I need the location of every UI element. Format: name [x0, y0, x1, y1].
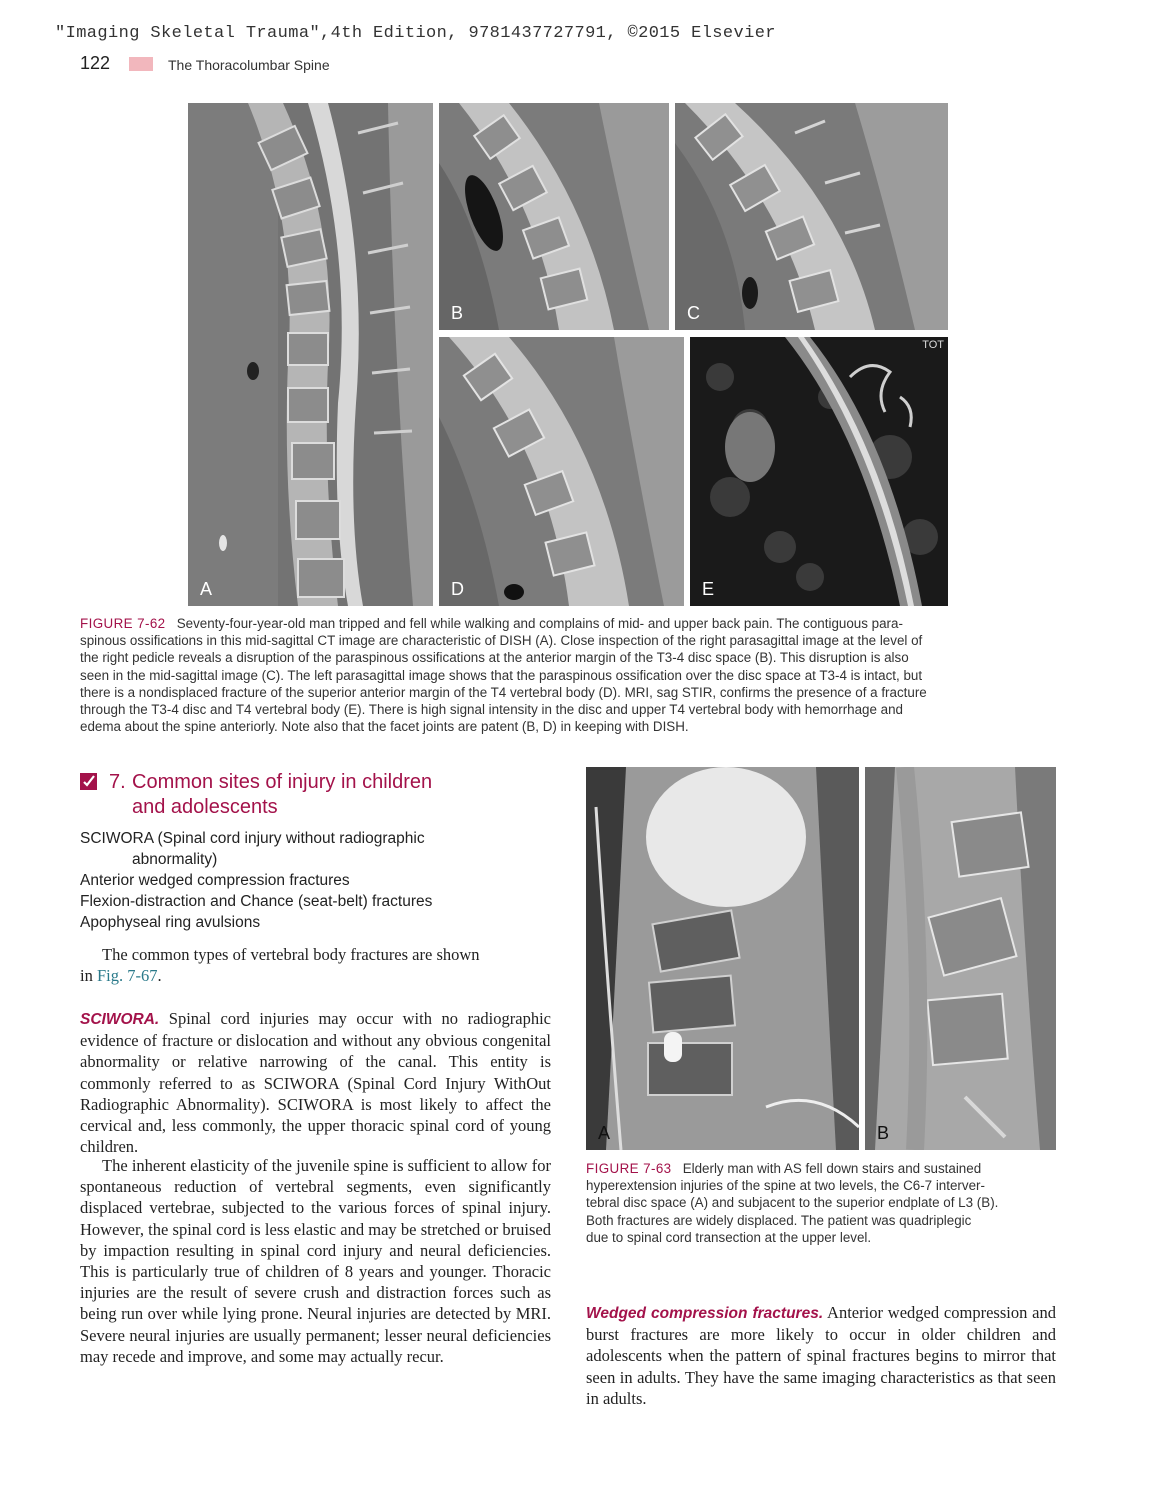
- caption-line: due to spinal cord transection at the upper level.: [586, 1229, 872, 1245]
- panel-label-d: D: [451, 579, 464, 599]
- wedged-compression-paragraph: [586, 1302, 1056, 1409]
- mri-sag-stir-image-e: [690, 337, 948, 606]
- ct-parasagittal-image-d: [439, 337, 684, 606]
- caption-line: the right pedicle reveals a disruption of the paraspinous ossifications at the anterior margin of the T3-4 disc space (B). This disruption is also: [80, 650, 909, 666]
- wedged-text: Anterior wedged compression and burst fractures are more likely to occur in older children and adolescents when the pattern of spinal fractures begins to mirror that seen in adults. They have the same imaging characteristics as that seen in adults.: [586, 1303, 1056, 1408]
- caption-line: edema about the spine anteriorly. Note also that the facet joints are patent (B, D) in keeping with DISH.: [80, 719, 689, 735]
- panel-label-a: A: [200, 579, 213, 599]
- chapter-title: The Thoracolumbar Spine: [168, 57, 330, 73]
- figure-62-panel-c: [675, 103, 948, 330]
- mri-overlay-tag: TOT: [922, 339, 944, 351]
- section-title-line1: Common sites of injury in children: [132, 771, 433, 793]
- ct-sagittal-image-c: [675, 103, 948, 330]
- figure-62-caption: [80, 615, 1080, 735]
- figure-63-panel-a: [586, 767, 859, 1150]
- panel-label-b: B: [451, 303, 464, 323]
- list-item: SCIWORA (Spinal cord injury without radiographic: [80, 830, 425, 847]
- list-item: Apophyseal ring avulsions: [80, 914, 261, 931]
- sciwora-paragraph: [80, 1008, 551, 1157]
- caption-line: Seventy-four-year-old man tripped and fell while walking and complains of mid- and upper back pain. The contiguous para-: [176, 616, 903, 631]
- checkbox-icon: [80, 773, 97, 790]
- figure-62-panel-a: [188, 103, 433, 606]
- chapter-color-marker: [129, 57, 153, 71]
- caption-line: hyperextension injuries of the spine at two levels, the C6-7 interver-: [586, 1178, 985, 1194]
- section-title-line2: and adolescents: [132, 796, 278, 818]
- caption-line: tebral disc space (A) and subjacent to the superior endplate of L3 (B).: [586, 1195, 999, 1211]
- figure-63-label: FIGURE 7-63: [586, 1161, 672, 1176]
- figure-62-panel-d: [439, 337, 684, 606]
- caption-line: Elderly man with AS fell down stairs and sustained: [682, 1161, 982, 1176]
- list-item: abnormality): [132, 851, 218, 868]
- panel-label-a: A: [598, 1123, 611, 1143]
- caption-line: spinous ossifications in this mid-sagittal CT image are characteristic of DISH (A). Close inspection of the right parasagittal image at the level of: [80, 633, 923, 649]
- figure-62-label: FIGURE 7-62: [80, 616, 166, 631]
- section-number: 7.: [109, 771, 126, 793]
- figure-62-panel-e: [690, 337, 948, 606]
- figure-63-caption: [586, 1160, 1066, 1246]
- list-item: Anterior wedged compression fractures: [80, 872, 350, 889]
- intro-text: .: [157, 966, 162, 986]
- sciwora-text: Spinal cord injuries may occur with no radiographic evidence of fracture or dislocation and without any obvious congenital abnormality or relative narrowing of the canal. This entity is commonly referred to as SCIWORA (Spinal Cord Injury WithOut Radiographic Abnormality). SCIWORA is most likely to affect the cervical and, less commonly, the upper thoracic spinal cord of young children.: [80, 1009, 551, 1157]
- intro-text: in: [80, 966, 97, 986]
- ct-sagittal-image-a: [188, 103, 433, 606]
- intro-paragraph: [80, 944, 551, 986]
- intro-line: The common types of vertebral body fractures are shown: [102, 945, 480, 964]
- panel-label-e: E: [702, 579, 715, 599]
- ct-parasagittal-image-b: [439, 103, 669, 330]
- xray-image-a: [586, 767, 859, 1150]
- elasticity-paragraph: The inherent elasticity of the juvenile spine is sufficient to allow for spontaneous reduction of vertebral segments, even significantly displaced vertebrae, subjected to the various forces of spinal injury. However, the spinal cord is less elastic and may be stretched or bruised by impaction resulting in spinal cord injury and neural deficiencies. This is particularly true of children of 8 years and younger. Thoracic injuries are the result of severe crush and distraction forces such as being run over while lying prone. Neural injuries are detected by MRI. Severe neural injuries are usually permanent; lesser neural deficiencies may recede and improve, and some may actually recur.: [80, 1156, 551, 1366]
- caption-line: Both fractures are widely displaced. The patient was quadriplegic: [586, 1212, 972, 1228]
- figure-62-panel-b: [439, 103, 669, 330]
- xray-image-b: [865, 767, 1056, 1150]
- figure-63-panel-b: [865, 767, 1056, 1150]
- figure-link[interactable]: Fig. 7-67: [96, 966, 158, 986]
- caption-line: there is a nondisplaced fracture of the superior anterior margin of the T4 vertebral body (D). MRI, sag STIR, confirms the presence of a fracture: [80, 684, 927, 700]
- copyright-line: "Imaging Skeletal Trauma",4th Edition, 9781437727791, ©2015 Elsevier: [55, 24, 776, 43]
- panel-label-c: C: [687, 303, 700, 323]
- sciwora-heading: SCIWORA.: [80, 1011, 160, 1028]
- caption-line: seen in the mid-sagittal image (C). The left parasagittal image shows that the paraspinous ossification over the disc space at T3-4 is intact, but: [80, 667, 923, 683]
- injury-sites-list: [80, 828, 540, 933]
- list-item: Flexion-distraction and Chance (seat-belt) fractures: [80, 893, 433, 910]
- panel-label-b: B: [877, 1123, 890, 1143]
- page-number: 122: [80, 53, 111, 73]
- caption-line: through the T3-4 disc and T4 vertebral body (E). There is high signal intensity in the disc and upper T4 vertebral body with hemorrhage and: [80, 702, 904, 718]
- wedged-heading: Wedged compression fractures.: [586, 1305, 824, 1322]
